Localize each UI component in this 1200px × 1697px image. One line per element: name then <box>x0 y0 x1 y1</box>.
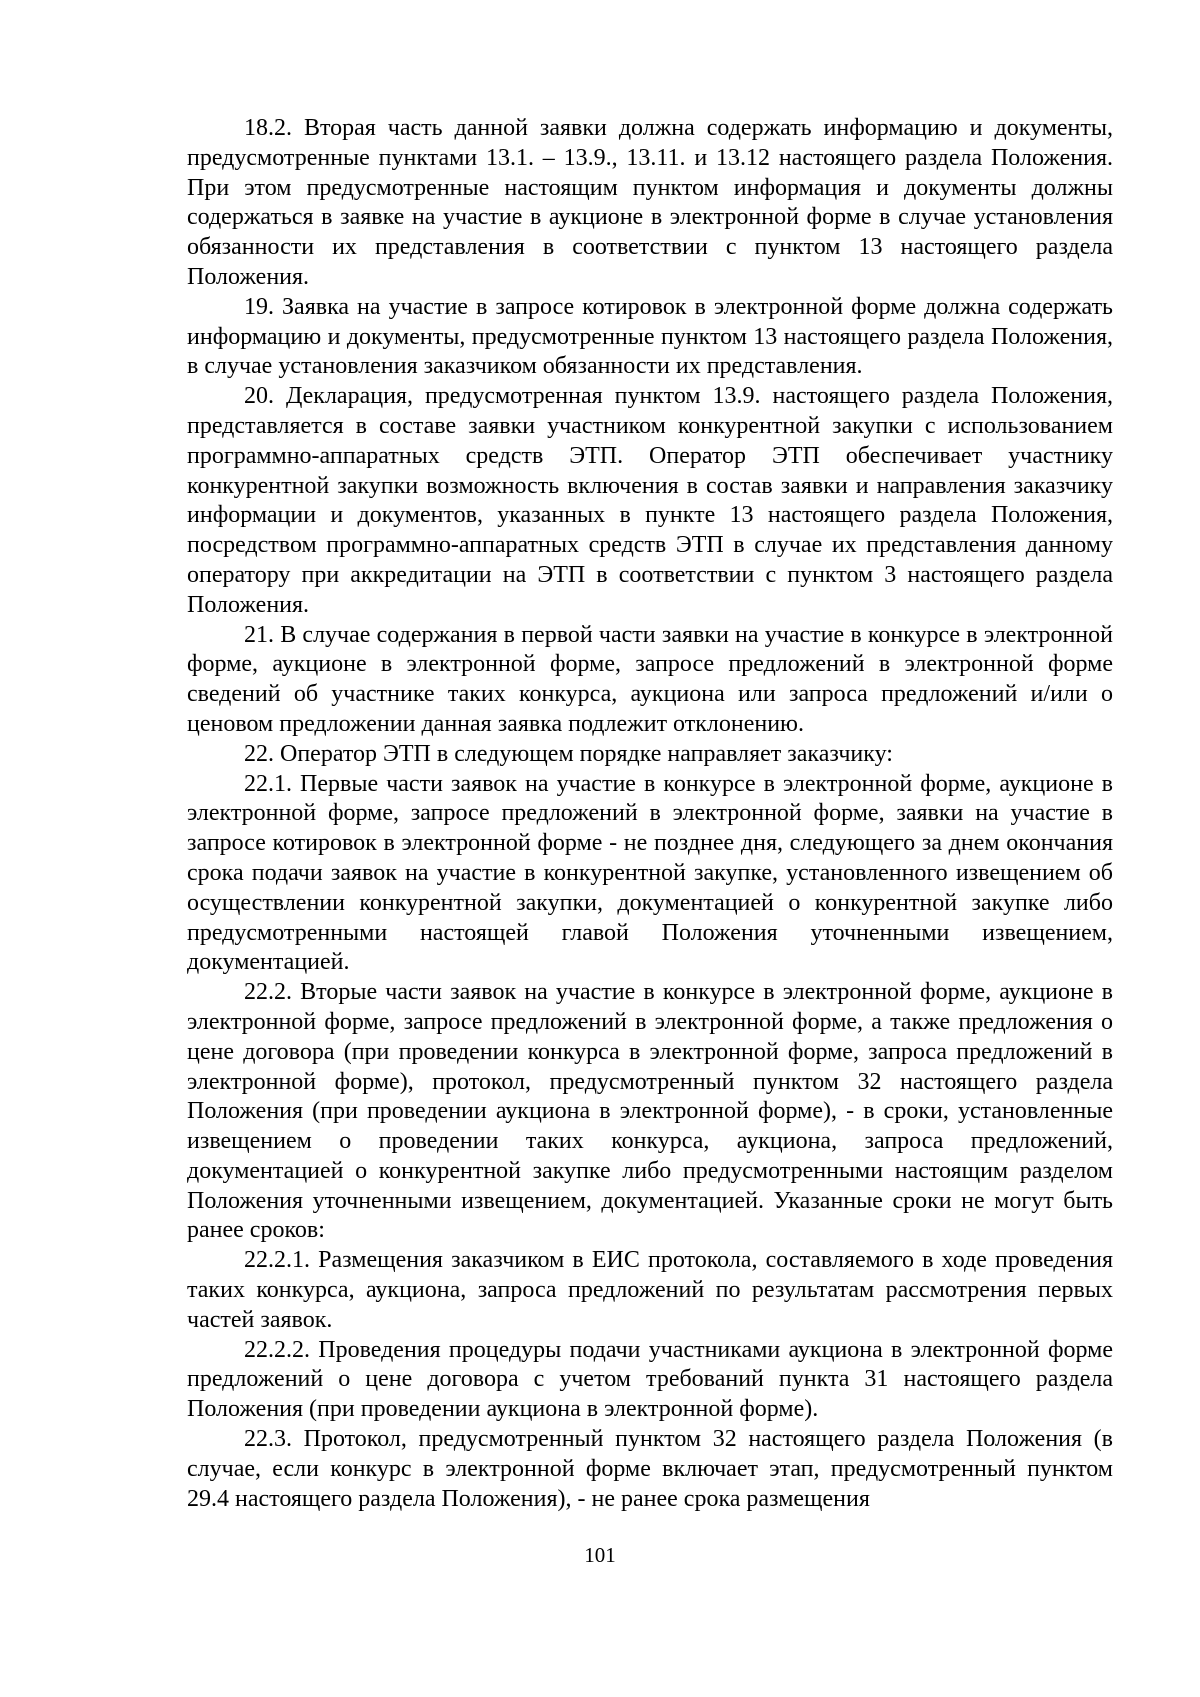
paragraph-22-2-2: 22.2.2. Проведения процедуры подачи участниками аукциона в электронной форме предложений о цене договора с учетом требований пункта 31 настоящего раздела Положения (при проведении аукциона в электронной форме). <box>187 1336 1113 1423</box>
page-number: 101 <box>584 1543 616 1567</box>
document-page <box>187 114 1113 1514</box>
paragraph-20: 20. Декларация, предусмотренная пунктом 13.9. настоящего раздела Положения, представляется в составе заявки участником конкурентной закупки с использованием программно-аппаратных средств ЭТП. Оператор ЭТП обеспечивает участнику конкурентной закупки возможность включения в состав заявки и направления заказчику информации и документов, указанных в пункте 13 настоящего раздела Положения, посредством программно-аппаратных средств ЭТП в случае их представления данному оператору при аккредитации на ЭТП в соответствии с пунктом 3 настоящего раздела Положения. <box>187 383 1113 618</box>
paragraph-22-3: 22.3. Протокол, предусмотренный пунктом 32 настоящего раздела Положения (в случае, если конкурс в электронной форме включает этап, предусмотренный пунктом 29.4 настоящего раздела Положения), - не ранее срока размещения <box>187 1426 1113 1512</box>
paragraph-21: 21. В случае содержания в первой части заявки на участие в конкурсе в электронной форме, аукционе в электронной форме, запросе предложений в электронной форме сведений об участнике таких конкурса, аукциона или запроса предложений и/или о ценовом предложении данная заявка подлежит отклонению. <box>187 621 1113 737</box>
paragraph-22-2: 22.2. Вторые части заявок на участие в конкурсе в электронной форме, аукционе в электронной форме, запросе предложений в электронной форме, а также предложения о цене договора (при проведении конкурса в электронной форме, запроса предложений в электронной форме), протокол, предусмотренный пунктом 32 настоящего раздела Положения (при проведении аукциона в электронной форме), - в сроки, установленные извещением о проведении таких конкурса, аукциона, запроса предложений, документацией о конкурентной закупке либо предусмотренными настоящим разделом Положения уточненными извещением, документацией. Указанные сроки не могут быть ранее сроков: <box>187 979 1113 1244</box>
paragraph-18-2: 18.2. Вторая часть данной заявки должна содержать информацию и документы, предусмотренные пунктами 13.1. – 13.9., 13.11. и 13.12 настоящего раздела Положения. При этом предусмотренные настоящим пунктом информация и документы должны содержаться в заявке на участие в аукционе в электронной форме в случае установления обязанности их представления в соответствии с пунктом 13 настоящего раздела Положения. <box>187 115 1113 290</box>
paragraph-19: 19. Заявка на участие в запросе котировок в электронной форме должна содержать информацию и документы, предусмотренные пунктом 13 настоящего раздела Положения, в случае установления заказчиком обязанности их представления. <box>187 293 1113 380</box>
paragraph-22-2-1: 22.2.1. Размещения заказчиком в ЕИС протокола, составляемого в ходе проведения таких конкурса, аукциона, запроса предложений по результатам рассмотрения первых частей заявок. <box>187 1247 1113 1333</box>
paragraph-22-1: 22.1. Первые части заявок на участие в конкурсе в электронной форме, аукционе в электронной форме, запросе предложений в электронной форме, заявки на участие в запросе котировок в электронной форме - не позднее дня, следующего за днем окончания срока подачи заявок на участие в конкурентной закупке, установленного извещением об осуществлении конкурентной закупки, документацией о конкурентной закупке либо предусмотренными настоящей главой Положения уточненными извещением, документацией. <box>187 770 1113 976</box>
paragraph-22: 22. Оператор ЭТП в следующем порядке направляет заказчику: <box>244 740 893 767</box>
